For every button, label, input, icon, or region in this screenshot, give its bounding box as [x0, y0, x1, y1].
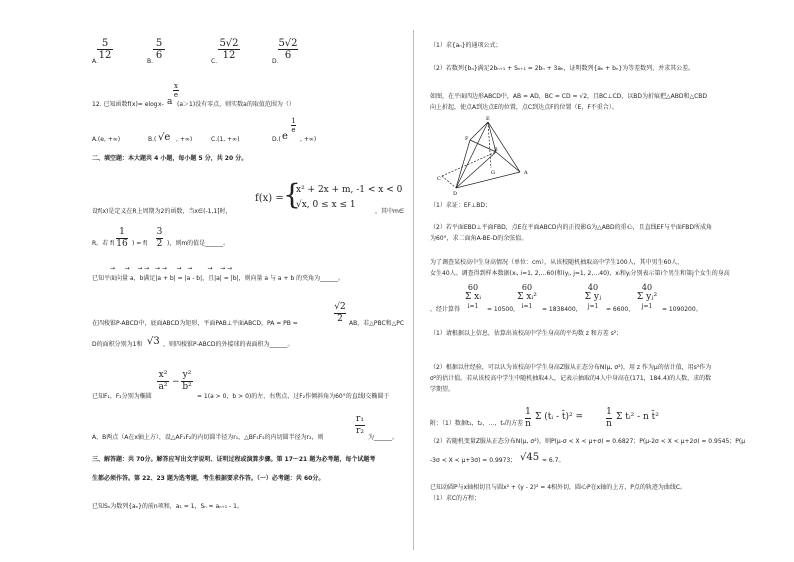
option-a-fraction [96, 38, 114, 61]
edge-d-a [456, 172, 520, 188]
label-f: F [465, 136, 469, 142]
sum-y-body: Σ yⱼ [584, 292, 602, 302]
q12-exp-num: x [174, 82, 178, 90]
q12-option-c: C.(1, +∞) [211, 136, 240, 143]
edge-c-b [442, 152, 496, 176]
edge-c-d [442, 176, 456, 188]
q15-sqrt3: √3 [147, 336, 160, 347]
q12-exponent-fraction [172, 82, 180, 99]
q16-ellipse-y [180, 370, 194, 393]
option-b-num: 5 [155, 38, 163, 49]
q20-part-1: （1）求C的方程； [430, 495, 481, 502]
q12-option-b-pre: B.( [148, 136, 157, 143]
q12-opt-d-exp-den: e [291, 126, 296, 134]
q14-text: 已知平面向量 a，b满足|a + b| = |a - b|，且|a| = |b|，则向量 a 与 a + b 的夹角为______。 [92, 275, 345, 282]
option-b-fraction [152, 38, 166, 61]
ref-frac-1-den: n [525, 419, 531, 429]
q19-ref-sqrt: √45 [520, 452, 540, 463]
q19-ref-d: ≈ 6.7。 [542, 457, 565, 464]
sum-y [580, 284, 606, 310]
q13-f1-num: 1 [119, 227, 125, 237]
sum-y2 [633, 284, 661, 310]
q15-text-c: D的面积分别为1和 [92, 341, 143, 348]
q12-text-d: (a＞1)没有零点，则实数a的取值范围为（） [177, 101, 295, 108]
option-a-den: 12 [98, 50, 112, 61]
label-a: A [524, 170, 528, 176]
q19-stat-d: = 6600， [606, 306, 635, 313]
q15-text-b: AB，若△PBC和△PC [349, 320, 405, 327]
sum-y2-bottom: j=1 [641, 303, 653, 310]
q19-stat-e: = 1090200。 [662, 306, 702, 313]
sum-x-bottom: i=1 [467, 303, 479, 310]
q15-text-d: ，则四棱锥P-ABCD的外接球的表面积为______。 [163, 341, 294, 348]
q13-case-2: √x, 0 ≤ x ≤ 1 [296, 200, 356, 210]
ref-frac-1-num: 1 [525, 407, 531, 417]
q16-ratio [354, 414, 366, 437]
q13-fx: f(x) = [255, 193, 284, 204]
option-c-label: C. [211, 58, 218, 65]
q17-part-1: （1）求{aₙ}的通项公式； [430, 42, 502, 49]
q12-text-c: a [167, 97, 173, 107]
label-g: G [491, 170, 495, 176]
q16-ell-x-den: a² [158, 382, 168, 392]
q13-text-c: R。若 f( [92, 240, 115, 247]
q19-stat-c: = 1838400， [542, 306, 582, 313]
edge-f-e [470, 122, 488, 140]
q13-fraction-1 [115, 227, 129, 250]
q19-part-2b: σ²的估计值。若从该校高中学生中随机抽取4人，记表示抽取的4人中身高在(171，184.4)的人数，求的数 [430, 375, 712, 382]
q16-r-den: r₂ [356, 426, 364, 436]
section-3-line-1: 三、解答题：共 70分。解答应写出文字说明、证明过程或演算步骤。第 17～21 题为必考题，每个试题考 [92, 456, 376, 463]
q16-text-b: = 1(a > 0，b > 0)的左、右焦点，过F₂作倾斜角为60°的直线l交椭圆于 [197, 393, 390, 400]
q16-r-num: r₁ [356, 414, 364, 424]
sum-x2 [513, 284, 541, 310]
q19-ref-frac-2 [605, 407, 613, 430]
option-d-den: 6 [284, 50, 292, 61]
edge-e-a [488, 122, 520, 172]
q12-option-b-post: , +∞) [176, 136, 193, 143]
q18-part-2a: （2）若平面EBD⊥平面FBD，点E在平面ABCD内的正投影G为△ABD的重心，且直线EF与平面FBD所成角 [430, 224, 713, 231]
q13-text-d: ) = f( [132, 240, 148, 247]
q13-fraction-2 [155, 227, 164, 250]
sum-x2-top: 60 [521, 283, 533, 292]
q19-ref-frac-1 [524, 407, 532, 430]
q12-option-d-exp [290, 117, 297, 134]
q13-f2-num: 3 [156, 227, 163, 237]
option-b-den: 6 [155, 50, 163, 61]
q19-stat-a: ，经计算得 [430, 306, 461, 313]
column-divider [413, 30, 414, 550]
sum-y-bottom: j=1 [587, 303, 599, 310]
sum-x2-body: Σ xᵢ² [517, 292, 537, 302]
q18-text-a: 如图，在平面四边形ABCD中，AB = AD，BC = CD = √2，且BC⊥CD，以BD为折痕把△ABD和△CBD [430, 93, 708, 100]
q19-part-2a: （2）根据以往经验，可以认为该校高中学生身高Z服从正态分布N(μ, σ²)，用 z 作为μ的估计值，用s²作为 [430, 364, 712, 371]
q16-text-c: A，B两点（A在x轴上方），设△AF₁F₂的内切圆半径为r₁，△BF₁F₂的内切圆半径为r₂，则 [92, 434, 324, 441]
q15-frac-num: √2 [334, 302, 346, 312]
q16-ellipse-x [156, 370, 170, 393]
sum-x2-bottom: i=1 [521, 303, 533, 310]
edge-b-a [496, 152, 520, 172]
edge-f-b [470, 140, 496, 152]
q14-vector-arrows: → → → → → → → → → → → [110, 265, 233, 272]
q13-f1-den: 16 [116, 239, 128, 249]
q18-part-2b: 为60°，求二面角A-BE-D的余弦值。 [430, 235, 528, 242]
q16-ell-y-den: b² [182, 382, 192, 392]
label-d: D [453, 191, 458, 197]
q19-part-2c: 学期望。 [430, 386, 455, 393]
sum-x [460, 284, 486, 310]
sum-y-top: 40 [587, 283, 599, 292]
option-d-fraction [277, 38, 299, 61]
q12-option-a: A.(e, +∞) [92, 136, 121, 143]
q12-exp-den: e [173, 91, 179, 99]
q19-part-1: （1）请根据以上信息，估算出该校高中学生身高的平均数 z 和方差 s²； [430, 330, 623, 337]
q12-text-b: x- [158, 101, 164, 108]
option-b-label: B. [147, 58, 154, 65]
q12-option-b-root: √e [158, 132, 171, 143]
q19-ref-sum-1: Σ (tᵢ - t̄)² = [535, 412, 584, 422]
option-c-den: 12 [222, 50, 236, 61]
sum-y2-top: 40 [641, 283, 653, 292]
q12-option-d-post: , +∞) [300, 136, 317, 143]
sum-y2-body: Σ yⱼ² [636, 292, 658, 302]
ref-frac-2-den: n [606, 419, 612, 429]
q17-part-2: （2）若数列{bₙ}满足2bₙ₊₁ + Sₙ₊₁ = 2bₙ + 3aₙ，证明数列{aₙ + bₙ}为等差数列，并求其公差。 [430, 65, 695, 72]
option-a-num: 5 [101, 38, 109, 49]
q12-text-a: 12. 已知函数f(x)= elog [92, 101, 158, 108]
q16-ell-x-num: x² [158, 370, 168, 380]
q16-minus: − [172, 377, 180, 387]
q16-ell-y-num: y² [182, 370, 192, 380]
sum-x-top: 60 [467, 283, 479, 292]
option-c-fraction [217, 38, 241, 61]
label-b: B [494, 147, 498, 153]
q13-brace: { [283, 178, 301, 211]
q13-f2-den: 2 [156, 239, 163, 249]
geometry-figure [436, 112, 541, 197]
q13-case-1: x² + 2x + m, -1 < x < 0 [296, 185, 403, 195]
option-a-label: A. [92, 58, 98, 65]
q12-opt-d-exp-num: 1 [291, 117, 296, 125]
option-d-num: 5√2 [278, 38, 298, 49]
section-2-title: 二、填空题：本大题共 4 小题，每小题 5 分，共 20 分。 [92, 155, 248, 162]
q15-frac-den: 2 [337, 314, 343, 324]
q13-text-b: ，其中m∈ [375, 208, 405, 215]
q19-ref-b: （2）若随机变量Z服从正态分布N(μ, σ²)，则P(μ-σ < X < μ+σ) = 0.6827；P(μ-2σ < X < μ+2σ) = 0.9545；P(μ [430, 438, 746, 445]
sum-x-body: Σ xᵢ [464, 292, 482, 302]
q19-stat-b: = 10500， [487, 306, 520, 313]
label-e: E [486, 116, 490, 122]
edge-e-d [456, 122, 488, 188]
q19-text-a: 为了调查某校高中生身高情况（单位：cm），从该校随机抽取高中学生100人，其中男生60人， [430, 259, 684, 266]
q15-text-a: 在四棱锥P-ABCD中，底面ABCD为矩形，平面PAB⊥平面ABCD，PA = PB = [92, 320, 298, 327]
q18-part-1: （1）求证：EF⊥BD； [430, 202, 492, 209]
option-d-label: D. [272, 58, 279, 65]
q13-text-a: 设f(x)是定义在R上周期为2的函数，当x∈(-1,1]时， [92, 208, 232, 215]
q16-text-a: 已知F₁，F₂分别为椭圆 [92, 393, 152, 400]
q19-text-b: 女生40人。调查得到样本数据(xᵢ, i=1, 2,…60)和(yⱼ, j=1, 2,…40)，xᵢ和yⱼ分别表示第i个男生和第j个女生的身高 [430, 270, 730, 277]
option-c-num: 5√2 [219, 38, 239, 49]
q19-ref-sum-2: Σ tᵢ² - n t̄² [616, 412, 659, 422]
q17-text: 已知Sₙ为数列{aₙ}的前n项和，a₁ = 1，Sₙ = aₙ₊₁ - 1。 [92, 503, 243, 510]
q12-option-d-base: e [282, 131, 288, 142]
q18-text-b: 向上折起，使点A到达点E的位置，点C到达点F的位置（E，F不重合）。 [430, 104, 618, 111]
ref-frac-2-num: 1 [606, 407, 612, 417]
q19-ref-c: -3σ < X < μ+3σ) = 0.9973； [430, 457, 517, 464]
q19-ref-a: 附：（1）数据t₁，t₂，…，tₙ的方差 [430, 420, 524, 427]
label-c: C [437, 176, 441, 182]
q13-text-e: )，则m的值是______。 [167, 240, 230, 247]
q20-text: 已知动圆P与x轴相切且与圆x² + (y - 2)² = 4相外切，圆心P在x轴的上方，P点的轨迹为曲线C。 [430, 484, 687, 491]
q12-option-d-pre: D.( [272, 136, 281, 143]
q15-fraction [333, 302, 347, 325]
q16-text-d: 为______。 [368, 434, 399, 441]
section-3-line-2: 生都必须作答。第 22、23 题为选考题，考生根据要求作答。（一）必考题：共 60分。 [92, 475, 325, 482]
